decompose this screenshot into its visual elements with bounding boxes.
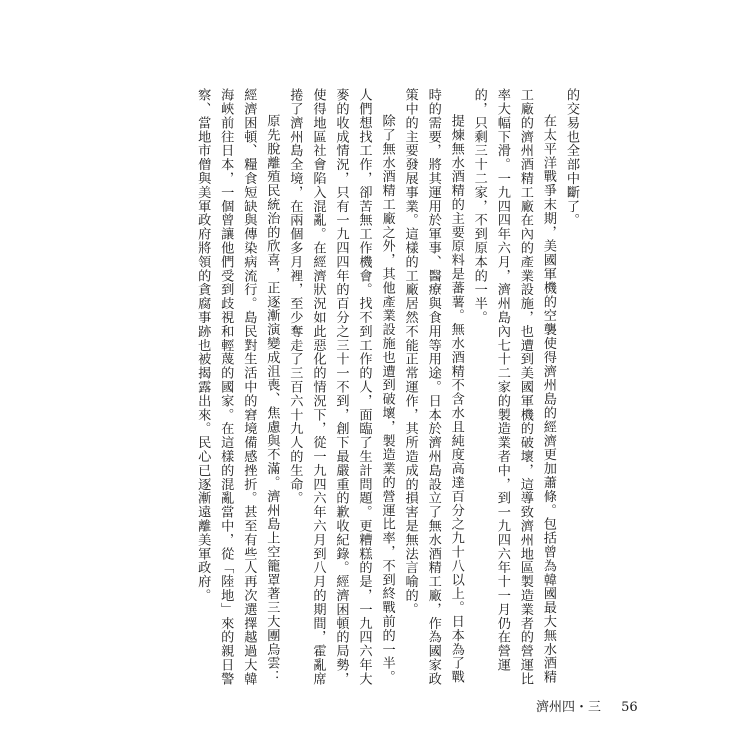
text-column: 的交易也全部中斷了。 (563, 88, 579, 227)
text-column: 海峽前往日本，一個曾讓他們受到歧視和輕蔑的國家。在這樣的混亂當中，從「陸地」來的親日警 (218, 88, 234, 686)
text-column: 時的需要，將其運用於軍事、醫療與食用等用途。日本於濟州島設立了無水酒精工廠，作為國家政 (425, 88, 441, 686)
text-column: 除了無水酒精工廠之外，其他產業設施也遭到破壞，製造業的營運比率，不到終戰前的一半。 (379, 114, 395, 684)
text-column: 人們想找工作，卻苦無工作機會。找不到工作的人，面臨了生計問題。更糟糕的是，一九四六年大 (356, 88, 372, 686)
text-column: 的，只剩三十二家，不到原本的一半。 (471, 88, 487, 325)
text-column: 捲了濟州島全境，在兩個多月裡，至少奪走了三百六十九人的生命。 (287, 88, 303, 505)
text-column: 提煉無水酒精的主要原料是蕃薯。無水酒精不含水且純度高達百分之九十八以上。日本為了戰 (448, 114, 464, 684)
page-number: 56 (621, 700, 638, 715)
text-column: 在太平洋戰爭末期，美國軍機的空襲使得濟州島的經濟更加蕭條。包括曾為韓國最大無水酒精 (540, 114, 556, 684)
page-footer (536, 696, 638, 715)
text-column: 原先脫離殖民統治的欣喜，正逐漸演變成沮喪、焦慮與不滿。濟州島上空籠罩著三大團烏雲： (264, 114, 280, 684)
running-title: 濟州四・三 (536, 700, 602, 715)
body-text (195, 88, 579, 686)
text-column: 策中的主要發展事業。這樣的工廠居然不能正常運作，其所造成的損害是無法言喻的。 (402, 88, 418, 617)
text-column: 察、當地市僧與美軍政府將領的貪腐事跡也被揭露出來。民心已逐漸遠離美軍政府。 (195, 88, 211, 603)
text-column: 經濟困頓、糧食短缺與傳染病流行。島民對生活中的窘境備感挫折。甚至有些人再次選擇越過大韓 (241, 88, 257, 686)
text-column: 率大幅下滑。一九四四年六月，濟州島內七十二家的製造業者中，到一九四六年十一月仍在營運 (494, 88, 510, 672)
text-column: 工廠的濟州酒精工廠在內的產業設施，也遭到美國軍機的破壞，這導致濟州地區製造業者的營運比 (517, 88, 533, 686)
text-column: 使得地區社會陷入混亂。在經濟狀況如此惡化的情況下，從一九四六年六月到八月的期間，霍亂席 (310, 88, 326, 686)
text-column: 麥的收成情況，只有一九四四年的百分之三十一不到，創下最嚴重的歉收紀錄。經濟困頓的局勢， (333, 88, 349, 686)
